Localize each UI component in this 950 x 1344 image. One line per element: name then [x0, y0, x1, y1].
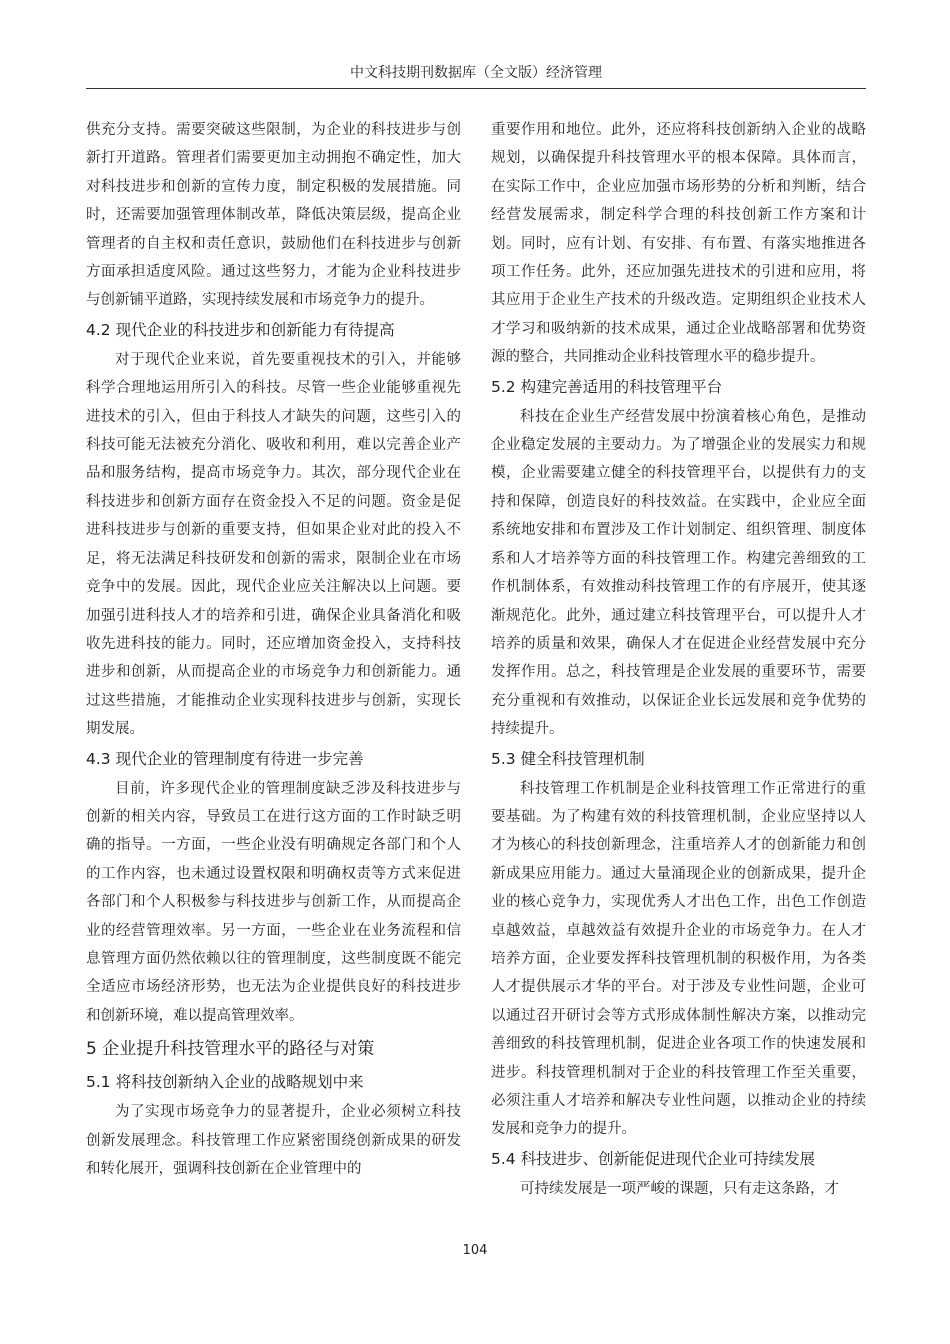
paragraph-5-1: 为了实现市场竞争力的显著提升，企业必须树立科技创新发展理念。科技管理工作应紧密围绕创新成果的研发和转化展开，强调科技创新在企业管理中的 [86, 1104, 461, 1177]
section-heading-5: 5 企业提升科技管理水平的路径与对策 [86, 1039, 375, 1060]
left-column [86, 116, 461, 1183]
paragraph-intro-continued: 供充分支持。需要突破这些限制，为企业的科技进步与创新打开道路。管理者们需要更加主动拥抱不确定性，加大对科技进步和创新的宣传力度，制定积极的发展措施。同时，还需要加强管理体制改革，降低决策层级，提高企业管理者的自主权和责任意识，鼓励他们在科技进步与创新方面承担适度风险。通过这些努力，才能为企业科技进步与创新铺平道路，实现持续发展和市场竞争力的提升。 [86, 122, 461, 309]
paragraph-5-1-continued: 重要作用和地位。此外，还应将科技创新纳入企业的战略规划，以确保提升科技管理水平的根本保障。具体而言，在实际工作中，企业应加强市场形势的分析和判断，结合经营发展需求，制定科学合理的科技创新工作方案和计划。同时，应有计划、有安排、有布置、有落实地推进各项工作任务。此外，还应加强先进技术的引进和应用，将其应用于企业生产技术的升级改造。定期组织企业技术人才学习和吸纳新的技术成果，通过企业战略部署和优势资源的整合，共同推动企业科技管理水平的稳步提升。 [491, 122, 866, 366]
right-column [491, 116, 866, 1203]
page-number: 104 [462, 1243, 488, 1258]
section-heading-4-3: 4.3 现代企业的管理制度有待进一步完善 [86, 749, 364, 768]
section-heading-5-2: 5.2 构建完善适用的科技管理平台 [491, 377, 723, 396]
section-heading-5-4: 5.4 科技进步、创新能促进现代企业可持续发展 [491, 1149, 816, 1168]
paragraph-5-4: 可持续发展是一项严峻的课题，只有走这条路，才 [520, 1180, 839, 1197]
journal-header: 中文科技期刊数据库（全文版）经济管理 [350, 65, 602, 81]
header-rule [86, 88, 866, 89]
paragraph-5-2: 科技在企业生产经营发展中扮演着核心角色，是推动企业稳定发展的主要动力。为了增强企业的发展实力和规模，企业需要建立健全的科技管理平台，以提供有力的支持和保障，创造良好的科技效益。在实践中，企业应全面系统地安排和布置涉及工作计划制定、组织管理、制度体系和人才培养等方面的科技管理工作。构建完善细致的工作机制体系，有效推动科技管理工作的有序展开，使其逐渐规范化。此外，通过建立科技管理平台，可以提升人才培养的质量和效果，确保人才在促进企业经营发展中充分发挥作用。总之，科技管理是企业发展的重要环节，需要充分重视和有效推动，以保证企业长远发展和竞争优势的持续提升。 [491, 408, 866, 738]
section-heading-5-3: 5.3 健全科技管理机制 [491, 749, 645, 768]
section-heading-4-2: 4.2 现代企业的科技进步和创新能力有待提高 [86, 320, 395, 339]
paragraph-5-3: 科技管理工作机制是企业科技管理工作正常进行的重要基础。为了构建有效的科技管理机制，企业应坚持以人才为核心的科技创新理念，注重培养人才的创新能力和创新成果应用能力。通过大量涌现企业的创新成果，提升企业的核心竞争力，实现优秀人才出色工作，出色工作创造卓越效益，卓越效益有效提升企业的市场竞争力。在人才培养方面，企业要发挥科技管理机制的积极作用，为各类人才提供展示才华的平台。对于涉及专业性问题，企业可以通过召开研讨会等方式形成体制性解决方案，以推动完善细致的科技管理机制，促进企业各项工作的快速发展和进步。科技管理机制对于企业的科技管理工作至关重要，必须注重人才培养和解决专业性问题，以推动企业的持续发展和竞争力的提升。 [491, 780, 866, 1138]
paragraph-4-2: 对于现代企业来说，首先要重视技术的引入，并能够科学合理地运用所引入的科技。尽管一些企业能够重视先进技术的引入，但由于科技人才缺失的问题，这些引入的科技可能无法被充分消化、吸收和利用，难以完善企业产品和服务结构，提高市场竞争力。其次，部分现代企业在科技进步和创新方面存在资金投入不足的问题。资金是促进科技进步与创新的重要支持，但如果企业对此的投入不足，将无法满足科技研发和创新的需求，限制企业在市场竞争中的发展。因此，现代企业应关注解决以上问题。要加强引进科技人才的培养和引进，确保企业具备消化和吸收先进科技的能力。同时，还应增加资金投入，支持科技进步和创新，从而提高企业的市场竞争力和创新能力。通过这些措施，才能推动企业实现科技进步与创新，实现长期发展。 [86, 351, 461, 738]
paragraph-4-3: 目前，许多现代企业的管理制度缺乏涉及科技进步与创新的相关内容，导致员工在进行这方面的工作时缺乏明确的指导。一方面，一些企业没有明确规定各部门和个人的工作内容，也未通过设置权限和明确权责等方式来促进各部门和个人积极参与科技进步与创新工作，从而提高企业的经营管理效率。另一方面，一些企业在业务流程和信息管理方面仍然依赖以往的管理制度，这些制度既不能完全适应市场经济形势，也无法为企业提供良好的科技进步和创新环境，难以提高管理效率。 [86, 780, 461, 1024]
section-heading-5-1: 5.1 将科技创新纳入企业的战略规划中来 [86, 1073, 364, 1092]
